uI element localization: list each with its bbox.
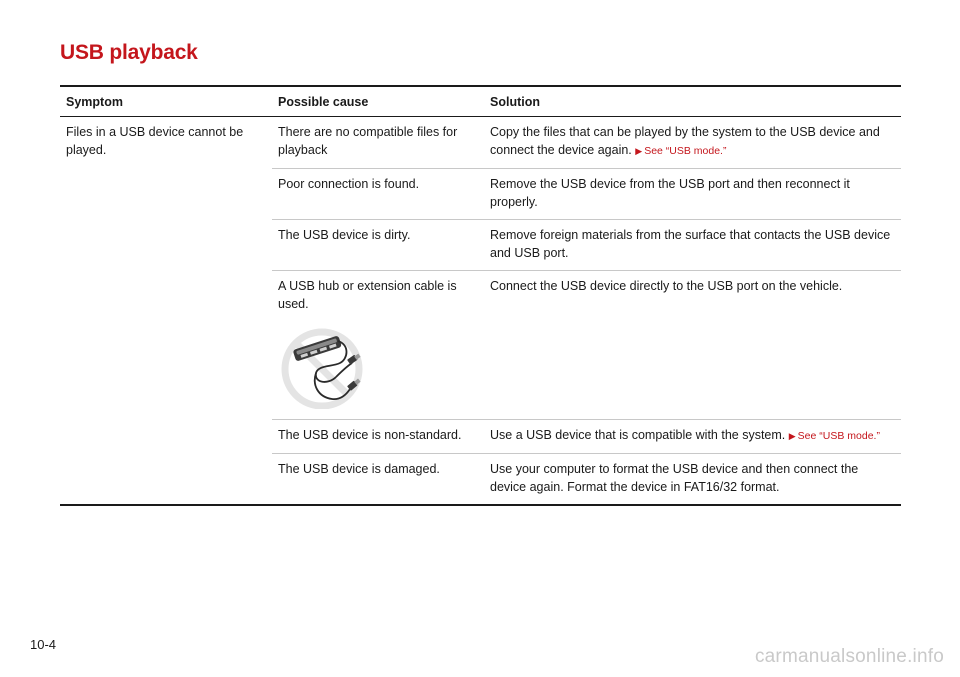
- solution-text: Use a USB device that is compatible with the system.: [490, 428, 786, 442]
- header-solution: Solution: [484, 87, 901, 117]
- solution-cell: Remove the USB device from the USB port and then reconnect it properly.: [484, 169, 901, 220]
- cause-cell: [272, 271, 484, 420]
- page-title: USB playback: [60, 41, 198, 64]
- arrow-right-icon: ▶: [788, 431, 796, 441]
- troubleshooting-table: [60, 85, 901, 506]
- solution-cell: [484, 117, 901, 169]
- reference-text: See “USB mode.”: [644, 145, 727, 157]
- solution-cell: Connect the USB device directly to the USB port on the vehicle.: [484, 271, 901, 420]
- table-row: [60, 117, 901, 169]
- usb-mode-reference-link[interactable]: [635, 145, 726, 157]
- solution-cell: [484, 420, 901, 454]
- cause-cell: There are no compatible files for playback: [272, 117, 484, 169]
- usb-mode-reference-link[interactable]: [789, 430, 880, 442]
- arrow-right-icon: ▶: [635, 146, 643, 156]
- cause-cell: The USB device is dirty.: [272, 220, 484, 271]
- solution-text: Copy the files that can be played by the system to the USB device and connect the device again.: [490, 125, 880, 157]
- cause-cell: The USB device is non-standard.: [272, 420, 484, 454]
- cause-cell: Poor connection is found.: [272, 169, 484, 220]
- table-header-row: [60, 87, 901, 117]
- page-number: 10-4: [30, 637, 57, 652]
- usb-hub-prohibited-icon: [278, 327, 370, 409]
- solution-cell: Use your computer to format the USB device and then connect the device again. Format the device in FAT16/32 format.: [490, 462, 859, 494]
- header-symptom: Symptom: [60, 87, 272, 117]
- reference-text: See “USB mode.”: [797, 430, 880, 442]
- symptom-cell: Files in a USB device cannot be played.: [66, 125, 244, 157]
- header-possible-cause: Possible cause: [272, 87, 484, 117]
- cause-text: A USB hub or extension cable is used.: [278, 279, 457, 311]
- usb-playback-table: [60, 87, 901, 504]
- watermark: carmanualsonline.info: [754, 646, 944, 667]
- cause-cell: The USB device is damaged.: [278, 462, 440, 476]
- solution-cell: Remove foreign materials from the surface that contacts the USB device and USB port.: [484, 220, 901, 271]
